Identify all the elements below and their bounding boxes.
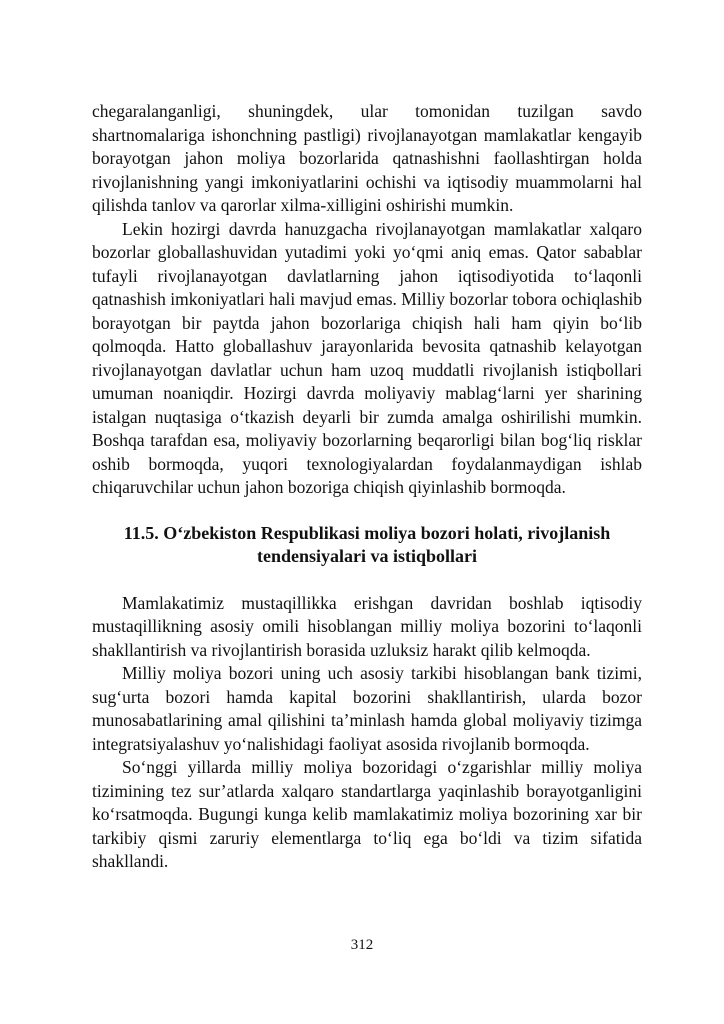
paragraph-continuation: chegaralanganligi, shuningdek, ular tomonidan tuzilgan savdo shartnomalariga ishonchning pastligi) rivojlanayotgan mamlakatlar kengayib borayotgan jahon moliya bozorlarida qatnashishni faollashtirgan holda rivojlanishning yangi imkoniyatlarini ochishi va iqtisodiy muammolarni hal qilishda tanlov va qarorlar xilma-xilligini oshirishi mumkin. (92, 101, 642, 215)
paragraph-financial-market: Milliy moliya bozori uning uch asosiy tarkibi hisoblangan bank tizimi, sug‘urta bozori hamda kapital bozorini shakllantirish, ularda bozor munosabatlarining amal qilishini ta’minlash hamda global moliyaviy tizimga integratsiyalashuv yo‘nalishidagi faoliyat asosida rivojlanib bormoqda. (92, 663, 642, 754)
section-heading (92, 522, 642, 569)
paragraph-globalization: Lekin hozirgi davrda hanuzgacha rivojlanayotgan mamlakatlar xalqaro bozorlar globallashuvidan yutadimi yoki yo‘qmi aniq emas. Qator sabablar tufayli rivojlanayotgan davlatlarning jahon iqtisodiyotida to‘laqonli qatnashish imkoniyatlari hali mavjud emas. Milliy bozorlar tobora ochiqlashib borayotgan bir paytda jahon bozorlariga chiqish hali ham qiyin bo‘lib qolmoqda. Hatto globallashuv jarayonlarida bevosita qatnashib kelayotgan rivojlanayotgan davlatlar uchun ham uzoq muddatli rivojlanish istiqbollari umuman noaniqdir. Hozirgi davrda moliyaviy mablag‘larni yer sharining istalgan nuqtasiga o‘tkazish deyarli bir zumda amalga oshirilishi mumkin. Boshqa tarafdan esa, moliyaviy bozorlarning beqarorligi bilan bog‘liq risklar oshib bormoqda, yuqori texnologiyalardan foydalanmaydigan ishlab chiqaruvchilar uchun jahon bozoriga chiqish qiyinlashib bormoqda. (92, 218, 642, 497)
section-heading-line-1: 11.5. O‘zbekiston Respublikasi moliya bozori holati, rivojlanish (123, 522, 611, 543)
page-number: 312 (350, 937, 374, 953)
page-body (92, 100, 642, 874)
section-heading-line-2: tendensiyalari va istiqbollari (256, 546, 478, 566)
paragraph-recent-changes: So‘nggi yillarda milliy moliya bozoridagi o‘zgarishlar milliy moliya tizimining tez sur’atlarda xalqaro standartlarga yaqinlashib borayotganligini ko‘rsatmoqda. Bugungi kunga kelib mamlakatimiz moliya bozorining xar bir tarkibiy qismi zaruriy elementlarga to‘liq ega bo‘ldi va tizim sifatida shakllandi. (92, 757, 642, 871)
paragraph-independence: Mamlakatimiz mustaqillikka erishgan davridan boshlab iqtisodiy mustaqillikning asosiy omili hisoblangan milliy moliya bozorini to‘laqonli shakllantirish va rivojlantirish borasida uzluksiz harakt qilib kelmoqda. (92, 592, 642, 660)
